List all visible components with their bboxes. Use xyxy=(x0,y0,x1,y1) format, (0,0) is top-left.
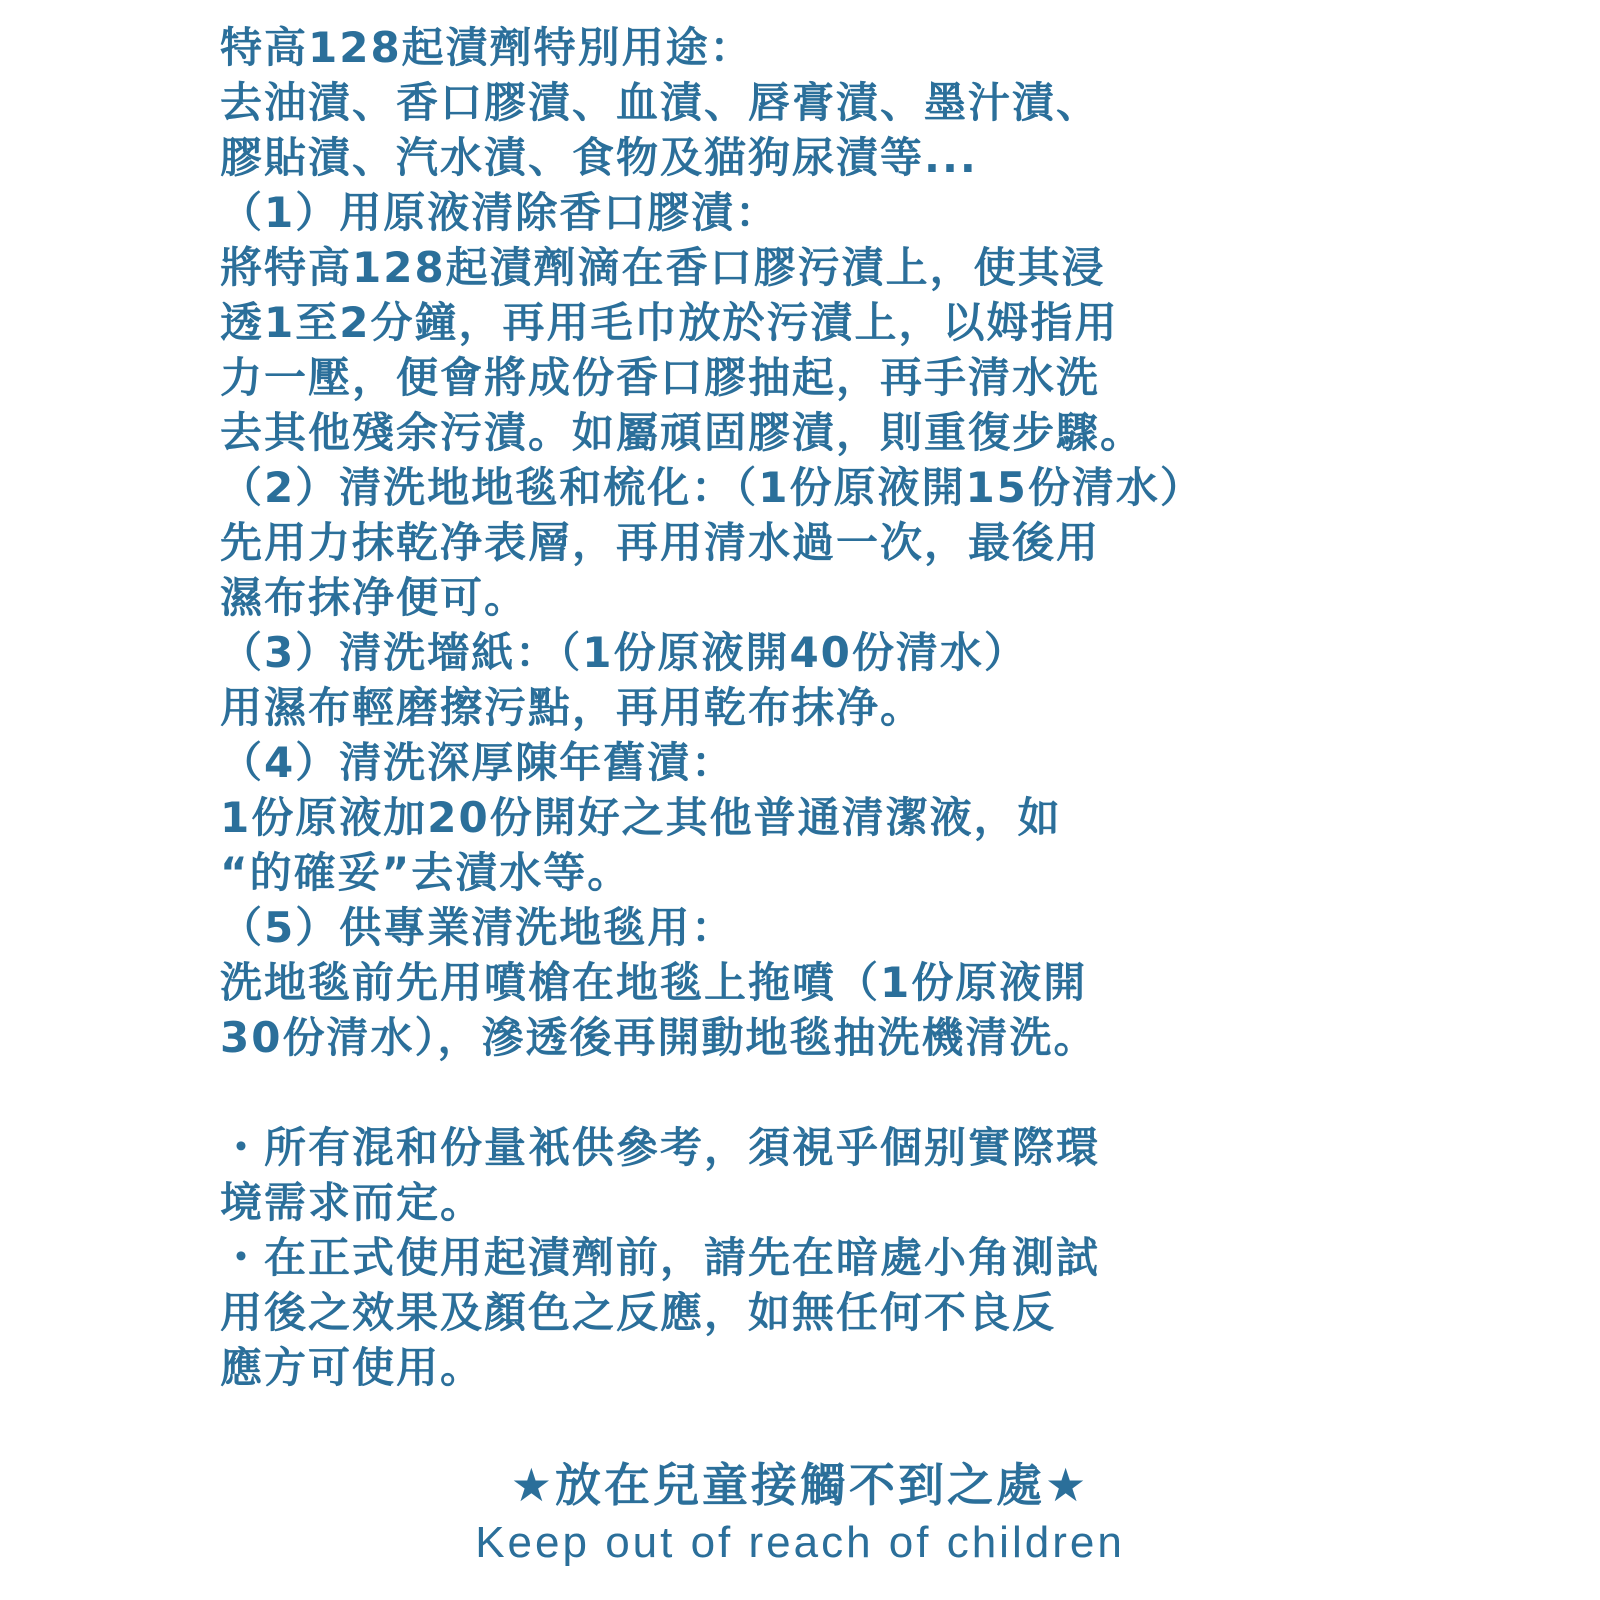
text-line: （3）清洗墻紙：（1份原液開40份清水） xyxy=(220,628,1028,677)
instruction-text xyxy=(220,20,1400,1395)
text-line: 用後之效果及顏色之反應，如無任何不良反 xyxy=(220,1288,1057,1337)
text-line: （2）清洗地地毯和梳化：（1份原液開15份清水） xyxy=(220,463,1204,512)
notes-section xyxy=(220,1120,1400,1395)
text-line: 濕布抹净便可。 xyxy=(220,573,529,622)
text-line: 特高128起漬劑特別用途： xyxy=(220,23,754,72)
text-line: 境需求而定。 xyxy=(220,1178,485,1227)
usage-section xyxy=(220,20,1400,1065)
text-line: 應方可使用。 xyxy=(220,1343,485,1392)
text-line: 透1至2分鐘，再用毛巾放於污漬上，以姆指用 xyxy=(220,298,1119,347)
text-line: 去油漬、香口膠漬、血漬、唇膏漬、墨汁漬、 xyxy=(220,78,1101,127)
text-line: ・在正式使用起漬劑前，請先在暗處小角測試 xyxy=(220,1233,1101,1282)
text-line: 用濕布輕磨擦污點，再用乾布抹净。 xyxy=(220,683,925,732)
text-line: 洗地毯前先用噴槍在地毯上拖噴（1份原液開 xyxy=(220,958,1088,1007)
warning-english: Keep out of reach of children xyxy=(475,1518,1125,1567)
text-line: （1）用原液清除香口膠漬： xyxy=(220,188,780,237)
text-line: “的確妥”去漬水等。 xyxy=(220,848,632,897)
section-gap xyxy=(220,1065,1400,1120)
text-line: 將特高128起漬劑滴在香口膠污漬上，使其浸 xyxy=(220,243,1106,292)
text-line: 去其他殘余污漬。如屬頑固膠漬，則重復步驟。 xyxy=(220,408,1145,457)
text-line: 先用力抹乾净表層，再用清水過一次，最後用 xyxy=(220,518,1101,567)
text-line: ・所有混和份量衹供參考，須視乎個别實際環 xyxy=(220,1123,1101,1172)
text-line: 膠貼漬、汽水漬、食物及猫狗尿漬等... xyxy=(220,133,978,182)
text-line: 1份原液加20份開好之其他普通清潔液，如 xyxy=(220,793,1062,842)
warning-chinese: ★放在兒童接觸不到之處★ xyxy=(510,1458,1090,1512)
text-line: 力一壓，便會將成份香口膠抽起，再手清水洗 xyxy=(220,353,1101,402)
text-line: 30份清水），滲透後再開動地毯抽洗機清洗。 xyxy=(220,1013,1098,1062)
text-line: （5）供專業清洗地毯用： xyxy=(220,903,736,952)
text-line: （4）清洗深厚陳年舊漬： xyxy=(220,738,736,787)
